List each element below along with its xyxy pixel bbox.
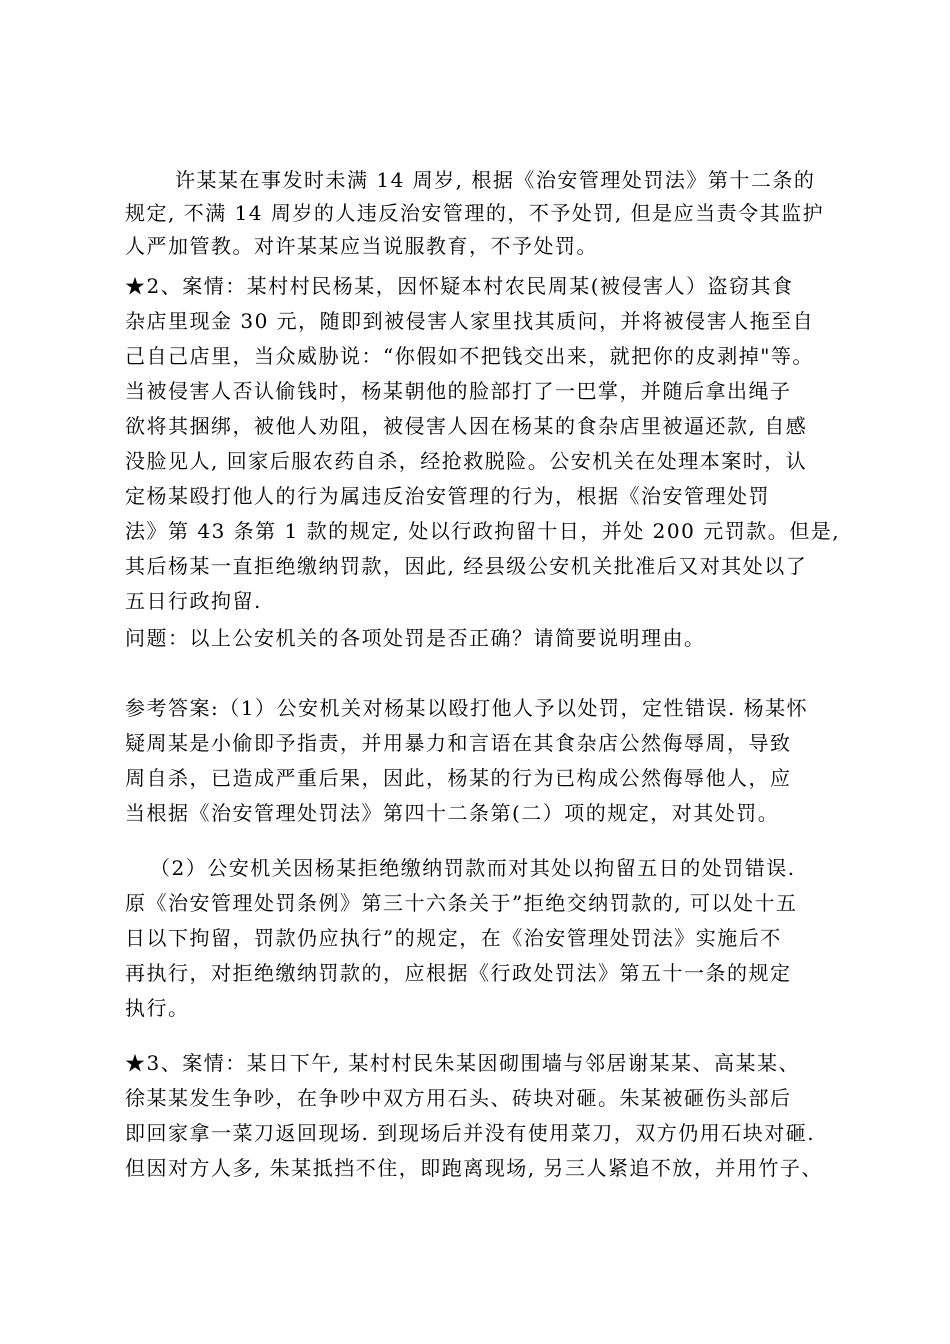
answer-line: 再执行，对拒绝缴纳罚款的，应根据《行政处罚法》第五十一条的规定 <box>125 961 792 985</box>
answer-line: 执行。 <box>125 996 190 1020</box>
answer-line: 周自杀，已造成严重后果，因此，杨某的行为已构成公然侮辱他人，应 <box>125 766 792 790</box>
question-line: 问题：以上公安机关的各项处罚是否正确？请简要说明理由。 <box>125 626 706 650</box>
paragraph-line: 规定, 不满 14 周岁的人违反治安管理的，不予处罚, 但是应当责令其监护 <box>125 201 825 225</box>
paragraph-line: 五日行政拘留. <box>125 589 262 613</box>
paragraph-line: 徐某某发生争吵，在争吵中双方用石头、砖块对砸。朱某被砸伤头部后 <box>125 1086 792 1110</box>
paragraph-line: 即回家拿一菜刀返回现场. 到现场后并没有使用菜刀，双方仍用石块对砸. <box>125 1121 816 1145</box>
answer-line: 参考答案:（1）公安机关对杨某以殴打他人予以处罚，定性错误. 杨某怀 <box>125 696 809 720</box>
answer-line: 当根据《治安管理处罚法》第四十二条第(二）项的规定，对其处罚。 <box>125 801 780 825</box>
answer-line: 日以下拘留，罚款仍应执行”的规定，在《治安管理处罚法》实施后不 <box>125 926 782 950</box>
paragraph-line: 人严加管教。对许某某应当说服教育，不予处罚。 <box>125 234 598 258</box>
paragraph-line: 杂店里现金 30 元，随即到被侵害人家里找其质问，并将被侵害人拖至自 <box>125 309 815 333</box>
case-heading-line: ★3、案情：某日下午, 某村村民朱某因砌围墙与邻居谢某某、高某某、 <box>125 1051 800 1075</box>
paragraph-line: 法》第 43 条第 1 款的规定, 处以行政拘留十日，并处 200 元罚款。但是, <box>125 519 841 543</box>
paragraph-line: 己自己店里，当众威胁说：“你假如不把钱交出来，就把你的皮剥掉"等。 <box>125 344 814 368</box>
paragraph-line: 没脸见人, 回家后服农药自杀，经抢救脱险。公安机关在处理本案时，认 <box>125 449 808 473</box>
paragraph-line: 欲将其捆绑，被他人劝阻，被侵害人因在杨某的食杂店里被逼还款, 自感 <box>125 414 808 438</box>
paragraph-line: 当被侵害人否认偷钱时，杨某朝他的脸部打了一巴掌，并随后拿出绳子 <box>125 379 792 403</box>
paragraph-line: 其后杨某一直拒绝缴纳罚款，因此, 经县级公安机关批准后又对其处以了 <box>125 554 808 578</box>
case-heading-line: ★2、案情：某村村民杨某，因怀疑本村农民周某(被侵害人）盗窃其食 <box>125 274 794 298</box>
answer-line: 疑周某是小偷即予指责，并用暴力和言语在其食杂店公然侮辱周，导致 <box>125 731 792 755</box>
paragraph-line: 定杨某殴打他人的行为属违反治安管理的行为，根据《治安管理处罚 <box>125 484 770 508</box>
paragraph-line: 但因对方人多, 朱某抵挡不住，即跑离现场, 另三人紧追不放，并用竹子、 <box>125 1156 823 1180</box>
paragraph-line: 许某某在事发时未满 14 周岁, 根据《治安管理处罚法》第十二条的 <box>175 168 816 192</box>
answer-line: （2）公安机关因杨某拒绝缴纳罚款而对其处以拘留五日的处罚错误. <box>150 856 796 880</box>
answer-line: 原《治安管理处罚条例》第三十六条关于”拒绝交纳罚款的, 可以处十五 <box>125 891 798 915</box>
